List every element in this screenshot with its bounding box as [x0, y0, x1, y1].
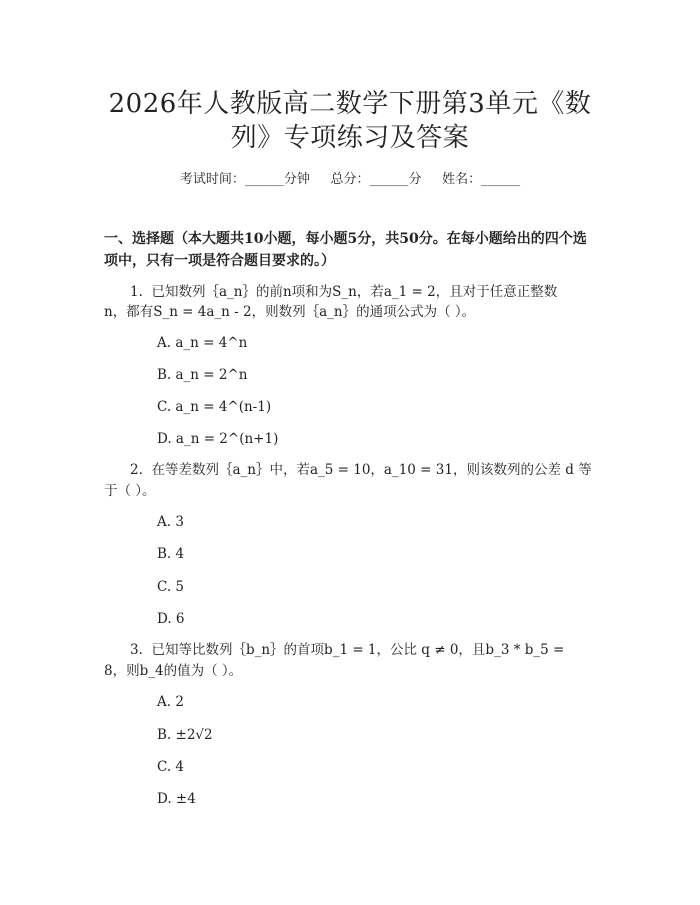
section-heading-line-1: 一、选择题（本大题共10小题，每小题5分，共50分。在每小题给出的四个选	[104, 231, 587, 247]
page-title-line-1: 2026年人教版高二数学下册第3单元《数	[108, 89, 592, 119]
question-3-text-line-2: 8，则b_4的值为（ ）。	[104, 663, 243, 679]
question-2-option-a: A. 3	[157, 514, 184, 530]
question-2-option-d: D. 6	[157, 611, 185, 627]
question-3-option-d: D. ±4	[157, 791, 196, 807]
question-3-option-a: A. 2	[157, 694, 184, 710]
question-2-text-line-1: 2. 在等差数列｛a_n｝中，若a_5 = 10，a_10 = 31，则该数列的公差 d 等	[130, 462, 592, 478]
question-2-text-line-2: 于（ ）。	[104, 483, 156, 499]
question-1-option-d: D. a_n = 2^(n+1)	[157, 431, 279, 447]
question-3-option-b: B. ±2√2	[157, 727, 213, 743]
question-1-option-b: B. a_n = 2^n	[157, 367, 248, 383]
question-1-text-line-2: n，都有S_n = 4a_n - 2，则数列｛a_n｝的通项公式为（ ）。	[104, 304, 476, 320]
question-1-option-a: A. a_n = 4^n	[157, 335, 248, 351]
question-1-option-c: C. a_n = 4^(n-1)	[157, 399, 272, 415]
section-heading-line-2: 项中，只有一项是符合题目要求的。）	[104, 253, 335, 269]
question-2-option-b: B. 4	[157, 546, 185, 562]
question-3-text-line-1: 3. 已知等比数列｛b_n｝的首项b_1 = 1，公比 q ≠ 0，且b_3 * b_5 =	[130, 642, 565, 658]
question-2-option-c: C. 5	[157, 579, 185, 595]
page-title-line-2: 列》专项练习及答案	[230, 123, 470, 153]
exam-info-line: 考试时间：______分钟 总分：______分 姓名：______	[179, 172, 521, 187]
question-1-text-line-1: 1. 已知数列｛a_n｝的前n项和为S_n，若a_1 = 2，且对于任意正整数	[130, 284, 558, 300]
question-3-option-c: C. 4	[157, 759, 185, 775]
